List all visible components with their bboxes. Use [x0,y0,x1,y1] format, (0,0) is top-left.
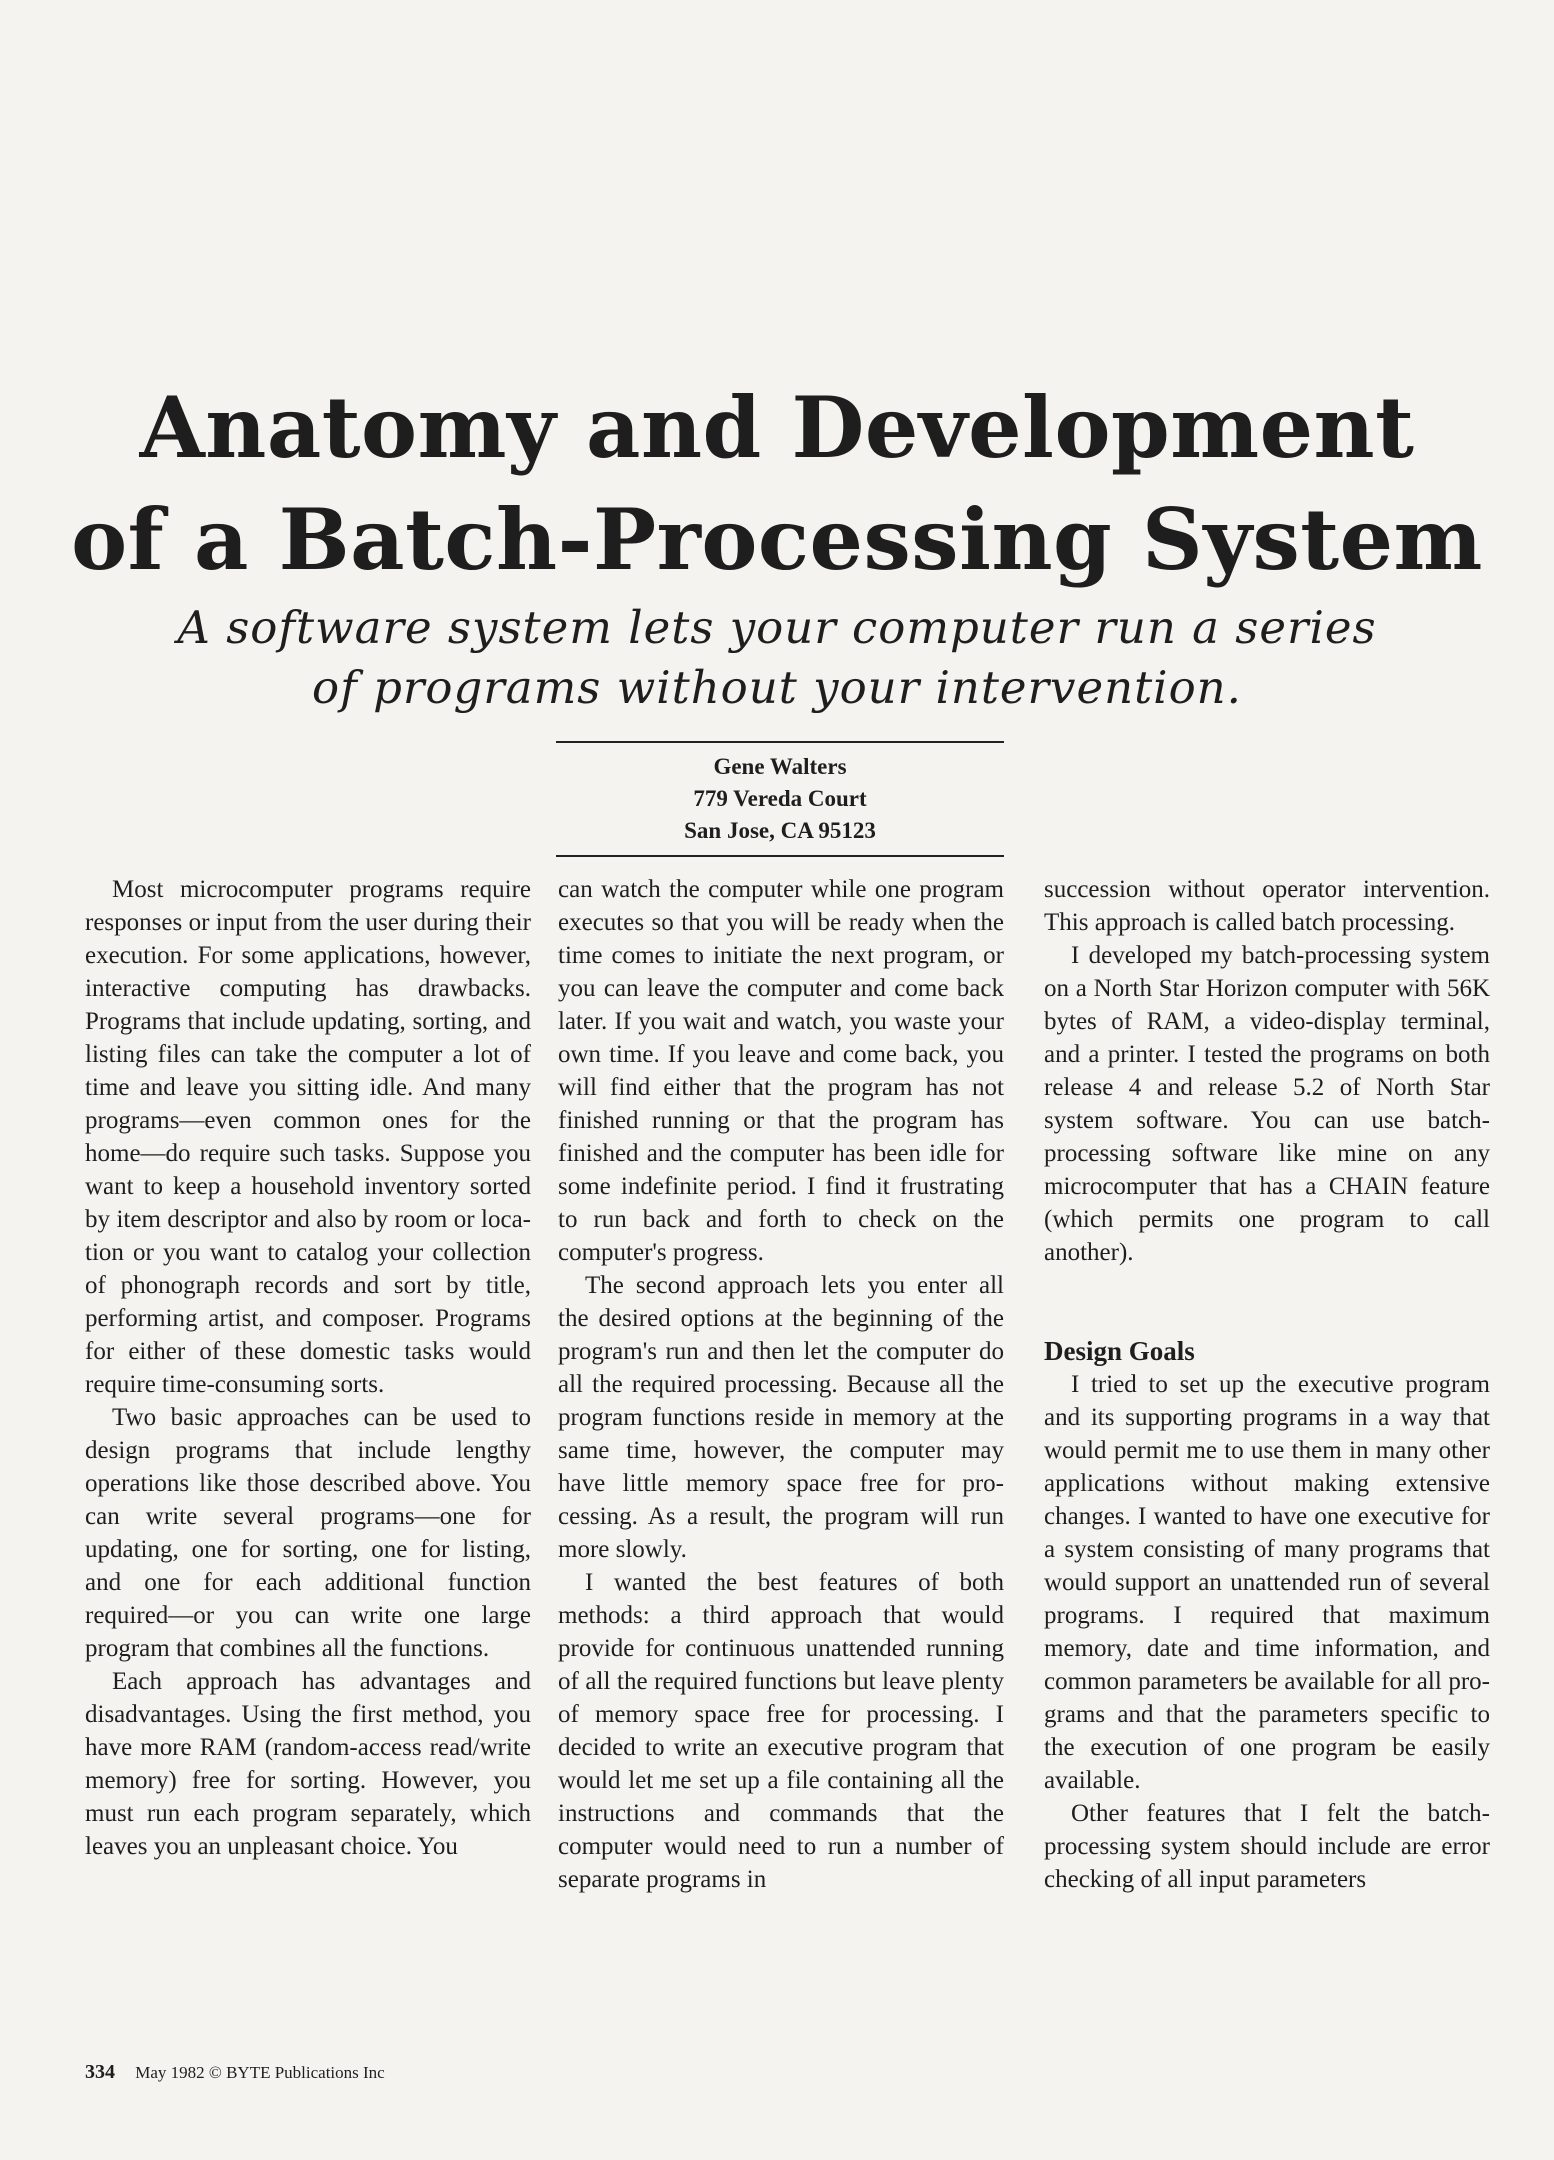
body-paragraph: The second approach lets you enter all the desired options at the beginning of the program's run and then let the computer do all the required processing. Because all the program functions reside in memory at the same time, however, the computer may have little memory space free for processing. As a result, the program will run more slowly. [558,1272,1004,1563]
author-city: San Jose, CA 95123 [684,818,876,843]
page-number: 334 [85,2061,115,2083]
body-paragraph: Two basic approaches can be used to design programs that include lengthy operations like those described above. You can write several programs—one for updating, one for sorting, one for listing, and one for each additional function required—or you can write one large program that combines all the functions. [85,1404,531,1662]
text-column-3 [1044,873,1490,1896]
article-title-line-2: of a Batch-Processing System [71,490,1483,589]
body-paragraph: succession without operator intervention. This approach is called batch processing. [1044,876,1490,936]
article-subtitle-line-2: of programs without your intervention. [312,661,1242,714]
article-subtitle-line-1: A software system lets your computer run a series [177,601,1377,654]
publication-credit: May 1982 © BYTE Publications Inc [135,2063,385,2082]
text-column-1 [85,873,531,1863]
article-title [0,372,1554,596]
section-heading: Design Goals [1044,1336,1195,1366]
body-paragraph: Each approach has advantages and disadvantages. Using the first method, you have more RAM (random-access read/write memory) free for sorting. However, you must run each program separately, which leaves you an unpleasant choice. You [85,1668,531,1860]
body-paragraph: Most microcomputer programs require responses or input from the user during their execution. For some applications, however, interactive computing has drawbacks. Programs that include updating, sorting, and listing files can take the computer a lot of time and leave you sitting idle. And many programs—even common ones for the home—do require such tasks. Suppose you want to keep a household inventory sorted by item descriptor and also by room or location or you want to catalog your collection of phonograph records and sort by title, performing artist, and composer. Programs for either of these domestic tasks would require time-consuming sorts. [85,876,531,1398]
text-column-2 [558,873,1004,1896]
body-paragraph: I tried to set up the executive program and its supporting programs in a way that would permit me to use them in many other applications without making extensive changes. I wanted to have one executive for a system consisting of many programs that would support an unattended run of several programs. I required that maximum memory, date and time information, and common parameters be available for all programs and that the parameters specific to the execution of one program be easily available. [1044,1371,1490,1794]
article-subtitle [0,598,1554,718]
page-footer [85,2060,385,2085]
author-street: 779 Vereda Court [693,786,867,811]
body-paragraph: Other features that I felt the batchprocessing system should include are error checking of all input parameters [1044,1800,1490,1893]
body-paragraph: can watch the computer while one program executes so that you will be ready when the time comes to initiate the next program, or you can leave the computer and come back later. If you wait and watch, you waste your own time. If you leave and come back, you will find either that the program has not finished running or that the program has finished and the computer has been idle for some indefinite period. I find it frustrating to run back and forth to check on the computer's progress. [558,876,1004,1266]
author-byline [556,741,1004,857]
body-paragraph: I developed my batch-processing system on a North Star Horizon computer with 56K bytes of RAM, a video-display terminal, and a printer. I tested the programs on both release 4 and release 5.2 of North Star system software. You can use batchprocessing software like mine on any microcomputer that has a CHAIN feature (which permits one program to call another). [1044,942,1490,1266]
body-paragraph: I wanted the best features of both methods: a third approach that would provide for continuous unattended running of all the required functions but leave plenty of memory space free for processing. I decided to write an executive program that would let me set up a file containing all the instructions and commands that the computer would need to run a number of separate programs in [558,1569,1004,1893]
article-title-line-1: Anatomy and Development [139,378,1415,477]
author-name: Gene Walters [713,754,847,779]
